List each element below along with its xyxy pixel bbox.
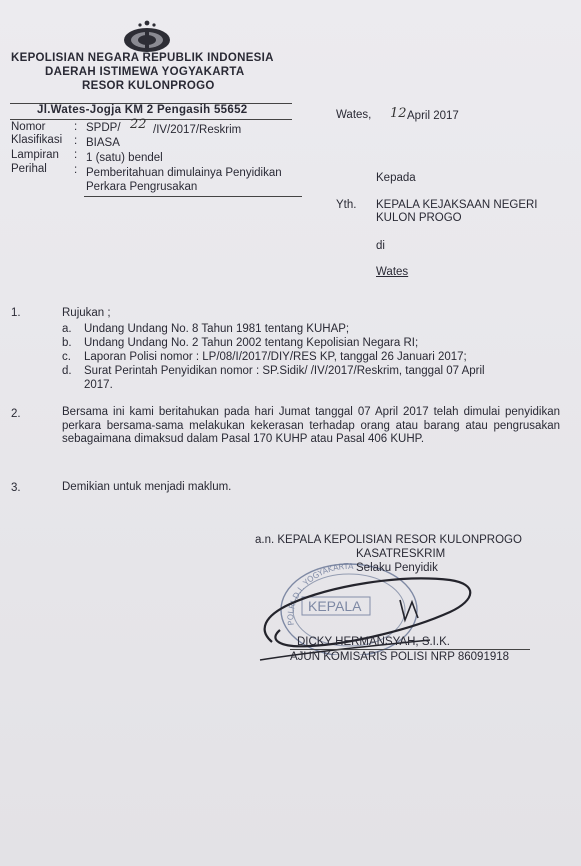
sig-line-2: KASATRESKRIM	[356, 548, 446, 560]
ref-d-text-2: 2017.	[84, 379, 113, 391]
recipient-name-2: KULON PROGO	[376, 212, 462, 224]
header-address: Jl.Wates-Jogja KM 2 Pengasih 55652	[37, 104, 248, 116]
letter-page: KEPOLISIAN NEGARA REPUBLIK INDONESIA DAERAH ISTIMEWA YOGYAKARTA RESOR KULONPROGO Jl.Wates-Jogja KM 2 Pengasih 55652 Wates, 12 April 2017 Nomor : SPDP/ 22 /IV/2017/Reskrim Klasifikasi : BIASA Lampiran : 1 (satu) bendel Perihal : Pemberitahuan dimulainya Penyidikan Perkara Pengrusakan Kepada Yth. KEPALA KEJAKSAAN NEGERI KULON PROGO di Wates 1. Rujukan ; a. Undang Undang No. 8 Tahun 1981 tentang KUHAP; b. Undang Undang No. 2 Tahun 2002 tentang Kepolisian Negara RI; c. Laporan Polisi nomor : LP/08/I/2017/DIY/RES KP, tanggal 26 Januari 2017; d. Surat Perintah Penyidikan nomor : SP.Sidik/ /IV/2017/Reskrim, tanggal 07 April 2017. 2. Bersama ini kami beritahukan pada hari Jumat tanggal 07 April 2017 telah dimulai penyidikan perkara bersama-sama melakukan kekerasan terhadap orang atau barang atau pengrusakan sebagaimana dimaksud dalam Pasal 170 KUHP atau Pasal 406 KUHP. 3. Demikian untuk menjadi maklum. POLRI D.I. YOGYAKARTA KEPALA a.n. KEPALA KEPOLISIAN RESOR KULONPROGO KASATRESKRIM Selaku Penyidik DICKY HERMANSYAH, S.I.K. AJUN KOMISARIS POLISI NRP 86091918	[0, 0, 581, 866]
date-month-year: April 2017	[407, 110, 459, 122]
para-1-title: Rujukan ;	[62, 307, 111, 319]
meta-label-nomor: Nomor	[11, 121, 46, 133]
meta-value-perihal-2: Perkara Pengrusakan	[86, 181, 198, 193]
ref-c-text: Laporan Polisi nomor : LP/08/I/2017/DIY/RES KP, tanggal 26 Januari 2017;	[84, 351, 467, 363]
recipient-yth: Yth.	[336, 199, 357, 211]
meta-label-perihal: Perihal	[11, 163, 47, 175]
para-1-number: 1.	[11, 307, 21, 319]
ref-a-letter: a.	[62, 323, 72, 335]
stamp-ring-text: POLRI D.I. YOGYAKARTA	[286, 561, 354, 626]
ref-a-text: Undang Undang No. 8 Tahun 1981 tentang KUHAP;	[84, 323, 350, 335]
meta-value-klasifikasi: BIASA	[86, 137, 120, 149]
meta-nomor-tail: /IV/2017/Reskrim	[153, 124, 242, 136]
para-2-text: Bersama ini kami beritahukan pada hari Jumat tanggal 07 April 2017 telah dimulai penyidikan perkara bersama-sama melakukan kekerasan terhadap orang atau barang atau pengrusakan sebagaimana dimaksud dalam Pasal 170 KUHP atau Pasal 406 KUHP.	[62, 406, 560, 445]
police-crest-icon	[122, 18, 172, 54]
para-3-number: 3.	[11, 482, 21, 494]
date-place: Wates,	[336, 109, 372, 121]
recipient-city: Wates	[376, 266, 409, 278]
sig-rank: AJUN KOMISARIS POLISI NRP 86091918	[290, 651, 510, 663]
ref-b-letter: b.	[62, 337, 72, 349]
para-3-text: Demikian untuk menjadi maklum.	[62, 481, 232, 493]
meta-value-perihal: Pemberitahuan dimulainya Penyidikan	[86, 167, 282, 179]
ref-d-text: Surat Perintah Penyidikan nomor : SP.Sidik/ /IV/2017/Reskrim, tanggal 07 April	[84, 365, 485, 377]
recipient-kepada: Kepada	[376, 172, 416, 184]
header-resor: RESOR KULONPROGO	[82, 80, 215, 92]
recipient-name-1: KEPALA KEJAKSAAN NEGERI	[376, 199, 538, 211]
recipient-di: di	[376, 240, 385, 252]
ref-d-letter: d.	[62, 365, 72, 377]
stamp-label: KEPALA	[308, 598, 362, 614]
header-region: DAERAH ISTIMEWA YOGYAKARTA	[45, 66, 245, 78]
meta-label-klasifikasi: Klasifikasi	[11, 134, 63, 146]
meta-label-lampiran: Lampiran	[11, 149, 59, 161]
sig-line-3: Selaku Penyidik	[356, 562, 438, 574]
sig-line-1: a.n. KEPALA KEPOLISIAN RESOR KULONPROGO	[255, 534, 522, 546]
meta-nomor-hand: 22	[130, 117, 147, 132]
meta-value-lampiran: 1 (satu) bendel	[86, 152, 163, 164]
ref-b-text: Undang Undang No. 2 Tahun 2002 tentang Kepolisian Negara RI;	[84, 337, 419, 349]
header-institution: KEPOLISIAN NEGARA REPUBLIK INDONESIA	[11, 52, 274, 64]
para-2-number: 2.	[11, 408, 21, 420]
date-day: 12	[390, 106, 407, 121]
meta-value-nomor: SPDP/	[86, 122, 121, 134]
sig-name: DICKY HERMANSYAH, S.I.K.	[297, 636, 450, 648]
ref-c-letter: c.	[62, 351, 71, 363]
